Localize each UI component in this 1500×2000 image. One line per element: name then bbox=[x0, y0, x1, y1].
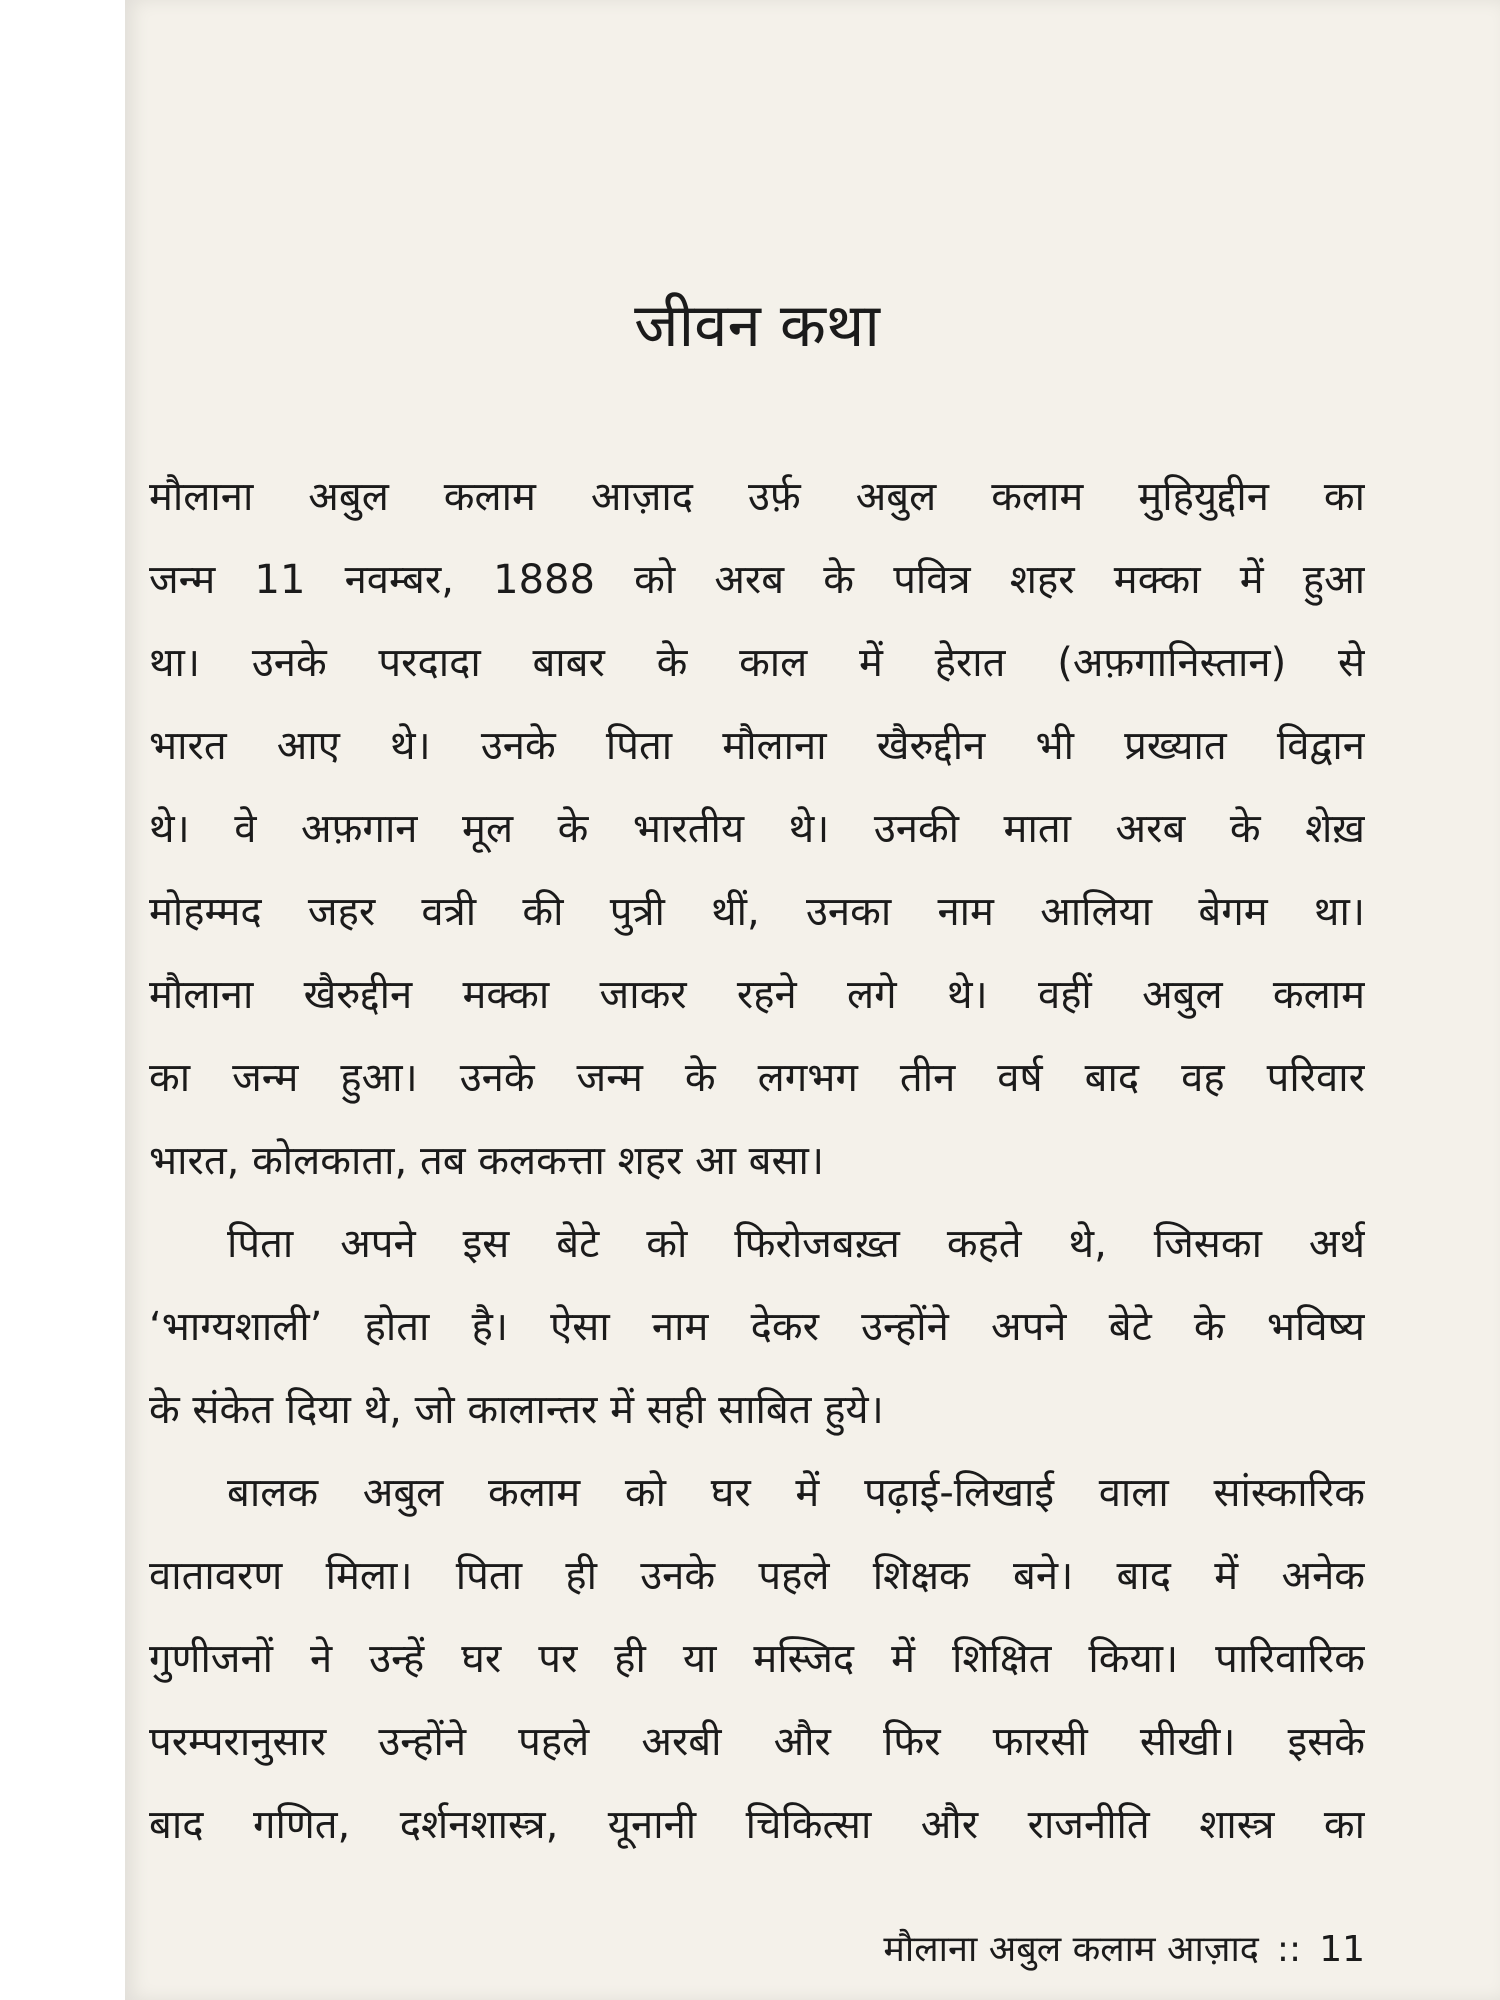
text-line: मोहम्मद जहर वत्री की पुत्री थीं, उनका नाम आलिया बेगम था। bbox=[149, 889, 1365, 935]
text-line: मौलाना खैरुद्दीन मक्का जाकर रहने लगे थे। वहीं अबुल कलाम bbox=[149, 972, 1365, 1018]
text-line: भारत, कोलकाता, तब कलकत्ता शहर आ बसा। bbox=[149, 1138, 825, 1184]
page-content bbox=[149, 0, 1365, 2000]
text-line: ‘भाग्यशाली’ होता है। ऐसा नाम देकर उन्होंने अपने बेटे के भविष्य bbox=[149, 1304, 1365, 1350]
text-line: बालक अबुल कलाम को घर में पढ़ाई-लिखाई वाला सांस्कारिक bbox=[227, 1470, 1365, 1516]
text-line: पिता अपने इस बेटे को फिरोजबख़्त कहते थे, जिसका अर्थ bbox=[227, 1221, 1365, 1267]
footer-book-title: मौलाना अबुल कलाम आज़ाद bbox=[883, 1929, 1259, 1970]
text-line: थे। वे अफ़गान मूल के भारतीय थे। उनकी माता अरब के शेख़ bbox=[149, 806, 1365, 852]
footer-separator: :: bbox=[1276, 1929, 1302, 1970]
text-line: भारत आए थे। उनके पिता मौलाना खैरुद्दीन भी प्रख्यात विद्वान bbox=[149, 723, 1365, 769]
running-footer bbox=[883, 1920, 1365, 1980]
text-line: परम्परानुसार उन्होंने पहले अरबी और फिर फारसी सीखी। इसके bbox=[149, 1719, 1365, 1765]
chapter-title: जीवन कथा bbox=[634, 291, 880, 361]
text-line: गुणीजनों ने उन्हें घर पर ही या मस्जिद में शिक्षित किया। पारिवारिक bbox=[149, 1636, 1365, 1682]
text-line: का जन्म हुआ। उनके जन्म के लगभग तीन वर्ष बाद वह परिवार bbox=[149, 1055, 1365, 1101]
text-line: वातावरण मिला। पिता ही उनके पहले शिक्षक बने। बाद में अनेक bbox=[149, 1553, 1365, 1599]
text-line: मौलाना अबुल कलाम आज़ाद उर्फ़ अबुल कलाम मुहियुद्दीन का bbox=[149, 474, 1365, 520]
book-page bbox=[125, 0, 1500, 2000]
text-line: के संकेत दिया थे, जो कालान्तर में सही साबित हुये। bbox=[149, 1387, 884, 1433]
text-line: था। उनके परदादा बाबर के काल में हेरात (अफ़गानिस्तान) से bbox=[149, 640, 1365, 686]
text-line: जन्म 11 नवम्बर, 1888 को अरब के पवित्र शहर मक्का में हुआ bbox=[149, 557, 1365, 603]
page-number: 11 bbox=[1319, 1929, 1365, 1970]
text-line: बाद गणित, दर्शनशास्त्र, यूनानी चिकित्सा और राजनीति शास्त्र का bbox=[149, 1802, 1365, 1848]
